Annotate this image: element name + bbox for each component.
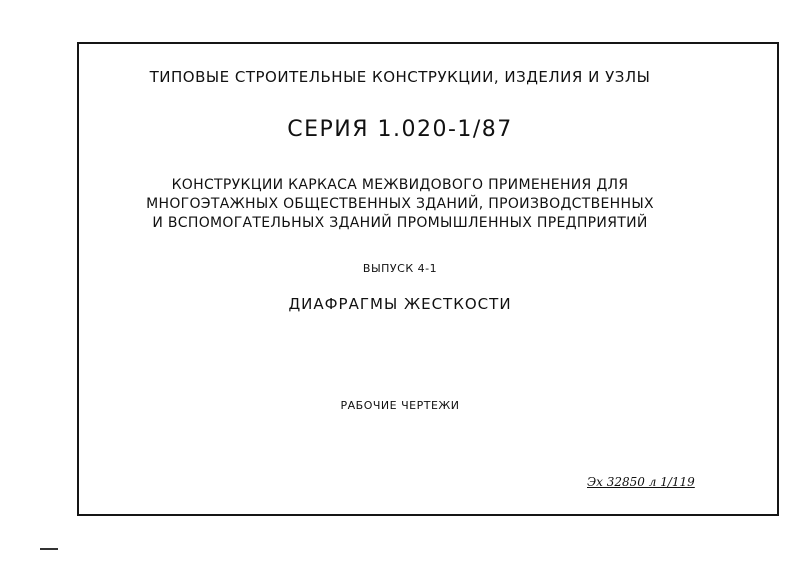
issue-number: ВЫПУСК 4-1 [362,262,438,275]
series-description [0,176,800,233]
title-sheet-frame [77,42,779,516]
crop-mark [40,548,58,550]
series-number: СЕРИЯ 1.020-1/87 [287,117,513,142]
document-heading: ТИПОВЫЕ СТРОИТЕЛЬНЫЕ КОНСТРУКЦИИ, ИЗДЕЛИЯ И УЗЛЫ [149,68,651,86]
drawings-label: РАБОЧИЕ ЧЕРТЕЖИ [340,399,460,412]
description-line: МНОГОЭТАЖНЫХ ОБЩЕСТВЕННЫХ ЗДАНИЙ, ПРОИЗВОДСТВЕННЫХ [146,196,654,212]
issue-title: ДИАФРАГМЫ ЖЕСТКОСТИ [288,295,512,313]
description-line: КОНСТРУКЦИИ КАРКАСА МЕЖВИДОВОГО ПРИМЕНЕНИЯ ДЛЯ [171,177,629,193]
inventory-number: Эх 32850 л 1/119 [587,475,695,489]
description-line: И ВСПОМОГАТЕЛЬНЫХ ЗДАНИЙ ПРОМЫШЛЕННЫХ ПРЕДПРИЯТИЙ [152,215,648,231]
